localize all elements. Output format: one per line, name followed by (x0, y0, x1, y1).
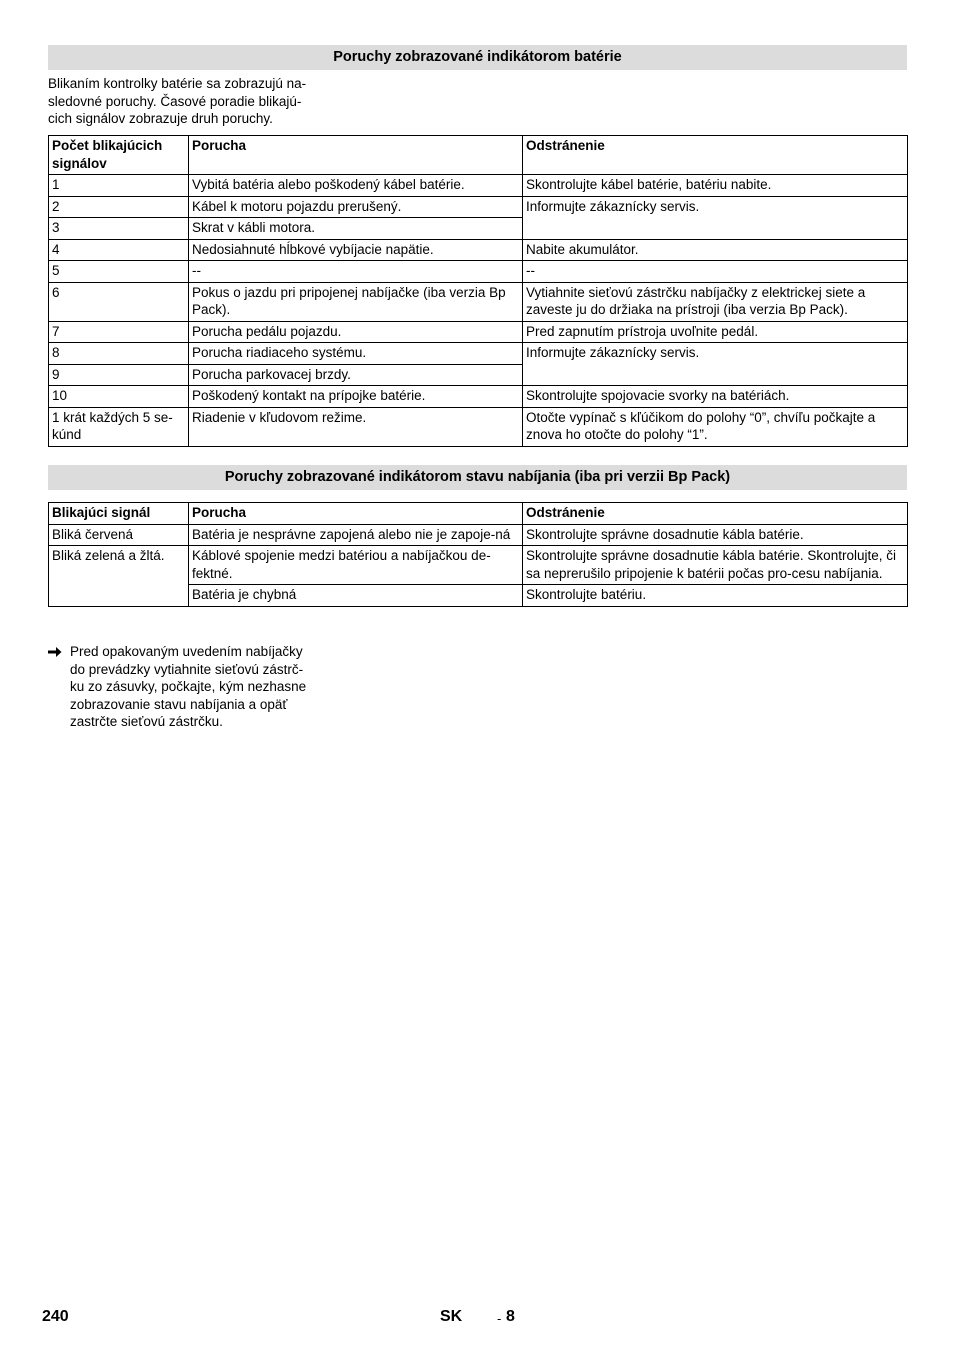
note-line: ku zo zásuvky, počkajte, kým nezhasne (70, 679, 307, 694)
cell-count: 6 (49, 282, 189, 321)
table-row (49, 261, 908, 283)
cell-remedy: Nabite akumulátor. (523, 239, 908, 261)
table-row (49, 282, 908, 321)
cell-count: 1 (49, 175, 189, 197)
cell-signal: Bliká červená (49, 524, 189, 546)
cell-fault: Kábel k motoru pojazdu prerušený. (189, 196, 523, 218)
cell-remedy: Informujte zákaznícky servis. (523, 196, 908, 239)
header-remedy: Odstránenie (523, 503, 908, 525)
table-row (49, 546, 908, 585)
cell-fault: Batéria je chybná (189, 585, 523, 607)
note-line: zobrazovanie stavu nabíjania a opäť (70, 696, 288, 712)
note-line: do prevádzky vytiahnite sieťovú zástrč- (70, 661, 304, 677)
cell-signal: Bliká zelená a žltá. (49, 546, 189, 607)
footer-dash: - (497, 1311, 502, 1326)
table-row (49, 407, 908, 446)
table-row (49, 196, 908, 218)
cell-fault: Pokus o jazdu pri pripojenej nabíjačke (iba verzia Bp Pack). (189, 282, 523, 321)
page-number: 240 (42, 1308, 69, 1325)
cell-remedy: Skontrolujte správne dosadnutie kábla batérie. (523, 524, 908, 546)
cell-fault: Poškodený kontakt na prípojke batérie. (189, 386, 523, 408)
right-arrow-icon (48, 646, 62, 658)
battery-fault-table (48, 135, 908, 447)
table-header-row (49, 136, 908, 175)
header-blink-signal: Blikajúci signál (49, 503, 189, 525)
cell-count: 2 (49, 196, 189, 218)
cell-fault: Porucha parkovacej brzdy. (189, 364, 523, 386)
table-row (49, 175, 908, 197)
cell-count: 5 (49, 261, 189, 283)
cell-count: 7 (49, 321, 189, 343)
header-remedy: Odstránenie (523, 136, 908, 175)
cell-count: 1 krát každých 5 se-kúnd (49, 407, 189, 446)
cell-fault: -- (189, 261, 523, 283)
cell-remedy: Skontrolujte spojovacie svorky na batériách. (523, 386, 908, 408)
table-row (49, 321, 908, 343)
cell-remedy: Informujte zákaznícky servis. (523, 343, 908, 386)
note-line: zastrčte sieťovú zástrčku. (70, 714, 223, 729)
intro-line: cich signálov zobrazuje druh poruchy. (48, 111, 273, 126)
cell-fault: Káblové spojenie medzi batériou a nabíjačkou de-fektné. (189, 546, 523, 585)
language-code: SK (440, 1308, 463, 1325)
cell-remedy: -- (523, 261, 908, 283)
table-row (49, 524, 908, 546)
cell-remedy: Otočte vypínač s kľúčikom do polohy “0”, chvíľu počkajte a znova ho otočte do polohy “1”. (523, 407, 908, 446)
section-page-number: 8 (506, 1308, 515, 1325)
intro-text (48, 75, 338, 128)
cell-count: 4 (49, 239, 189, 261)
note-line: Pred opakovaným uvedením nabíjačky (70, 644, 303, 659)
section-title-charge-indicator-faults: Poruchy zobrazované indikátorom stavu nabíjania (iba pri verzii Bp Pack) (48, 465, 907, 490)
intro-line: Blikaním kontrolky batérie sa zobrazujú na- (48, 76, 307, 91)
cell-count: 3 (49, 218, 189, 240)
cell-remedy: Skontrolujte kábel batérie, batériu nabite. (523, 175, 908, 197)
cell-remedy: Skontrolujte batériu. (523, 585, 908, 607)
cell-fault: Riadenie v kľudovom režime. (189, 407, 523, 446)
cell-fault: Vybitá batéria alebo poškodený kábel batérie. (189, 175, 523, 197)
cell-count: 10 (49, 386, 189, 408)
table-header-row (49, 503, 908, 525)
cell-remedy: Pred zapnutím prístroja uvoľnite pedál. (523, 321, 908, 343)
cell-remedy: Vytiahnite sieťovú zástrčku nabíjačky z elektrickej siete a zaveste ju do držiaka na prístroji (iba verzia Bp Pack). (523, 282, 908, 321)
cell-count: 8 (49, 343, 189, 365)
table-row (49, 239, 908, 261)
table-row (49, 386, 908, 408)
cell-fault: Porucha pedálu pojazdu. (189, 321, 523, 343)
cell-fault: Batéria je nesprávne zapojená alebo nie je zapoje-ná (189, 524, 523, 546)
table-row (49, 343, 908, 365)
header-signal-count: Počet blikajúcich signálov (49, 136, 189, 175)
section-title-battery-faults: Poruchy zobrazované indikátorom batérie (48, 45, 907, 70)
header-fault: Porucha (189, 503, 523, 525)
charge-fault-table (48, 502, 908, 607)
cell-remedy: Skontrolujte správne dosadnutie kábla batérie. Skontrolujte, či sa neprerušilo pripojenie k batérii počas pro-cesu nabíjania. (523, 546, 908, 585)
header-fault: Porucha (189, 136, 523, 175)
cell-count: 9 (49, 364, 189, 386)
intro-line: sledovné poruchy. Časové poradie blikajú- (48, 93, 302, 109)
cell-fault: Skrat v kábli motora. (189, 218, 523, 240)
cell-fault: Nedosiahnuté hĺbkové vybíjacie napätie. (189, 239, 523, 261)
cell-fault: Porucha riadiaceho systému. (189, 343, 523, 365)
